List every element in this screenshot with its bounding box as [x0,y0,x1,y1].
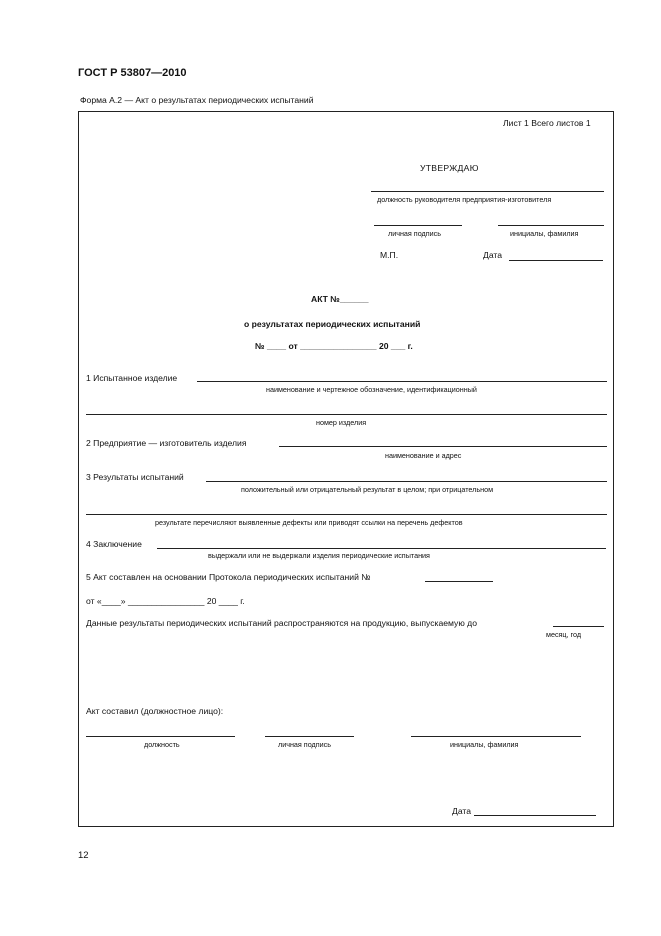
act-number-line: № ____ от ________________ 20 ___ г. [255,341,413,351]
extend-text: Данные результаты периодических испытаний распространяются на продукцию, выпускаемую до [86,618,477,628]
field3-caption: положительный или отрицательный результат в целом; при отрицательном [241,485,494,494]
approver-initials-line[interactable] [498,225,604,226]
field2-line[interactable] [279,446,607,447]
approver-signature-line[interactable] [374,225,462,226]
field1-line[interactable] [197,381,607,382]
document-title: ГОСТ Р 53807—2010 [78,67,187,79]
field3-line[interactable] [206,481,607,482]
compiled-signature-caption: личная подпись [278,740,331,749]
field3b-caption: результате перечисляют выявленные дефекты или приводят ссылки на перечень дефектов [155,518,463,527]
approve-heading: УТВЕРЖДАЮ [420,163,479,173]
extend-caption: месяц, год [546,630,582,639]
compiled-position-line[interactable] [86,736,235,737]
act-title: АКТ №______ [311,294,369,304]
field1-label: 1 Испытанное изделие [86,373,178,383]
field1b-caption: номер изделия [316,418,367,427]
compiled-initials-caption: инициалы, фамилия [450,740,519,749]
page-number: 12 [78,850,89,861]
field3b-line[interactable] [86,514,607,515]
approve-date-label: Дата [483,250,503,260]
field4-caption: выдержали или не выдержали изделия периодические испытания [208,551,430,560]
approver-position-caption: должность руководителя предприятия-изготовителя [377,195,552,204]
sheet-info: Лист 1 Всего листов 1 [503,118,591,128]
compiled-label: Акт составил (должностное лицо): [86,706,224,716]
field2-label: 2 Предприятие — изготовитель изделия [86,438,247,448]
approve-date-line[interactable] [509,260,603,261]
field4-label: 4 Заключение [86,539,142,549]
field3-label: 3 Результаты испытаний [86,472,184,482]
act-date-line: от «____» ________________ 20 ____ г. [86,596,245,606]
compiled-initials-line[interactable] [411,736,581,737]
approver-initials-caption: инициалы, фамилия [510,229,579,238]
compiled-date-line[interactable] [474,815,596,816]
act-subtitle: о результатах периодических испытаний [244,319,421,329]
compiled-position-caption: должность [144,740,180,749]
stamp-label: М.П. [380,250,399,260]
field1-caption: наименование и чертежное обозначение, идентификационный [266,385,477,394]
compiled-signature-line[interactable] [265,736,354,737]
field2-caption: наименование и адрес [385,451,462,460]
field5-label: 5 Акт составлен на основании Протокола периодических испытаний № [86,572,371,582]
compiled-date-label: Дата [452,806,472,816]
approver-position-line[interactable] [371,191,604,192]
field1b-line[interactable] [86,414,607,415]
form-frame [78,111,614,827]
approver-signature-caption: личная подпись [388,229,441,238]
extend-date-line[interactable] [553,626,604,627]
form-caption: Форма А.2 — Акт о результатах периодических испытаний [80,95,314,105]
field5-number-line[interactable] [425,581,493,582]
field4-line[interactable] [157,548,606,549]
